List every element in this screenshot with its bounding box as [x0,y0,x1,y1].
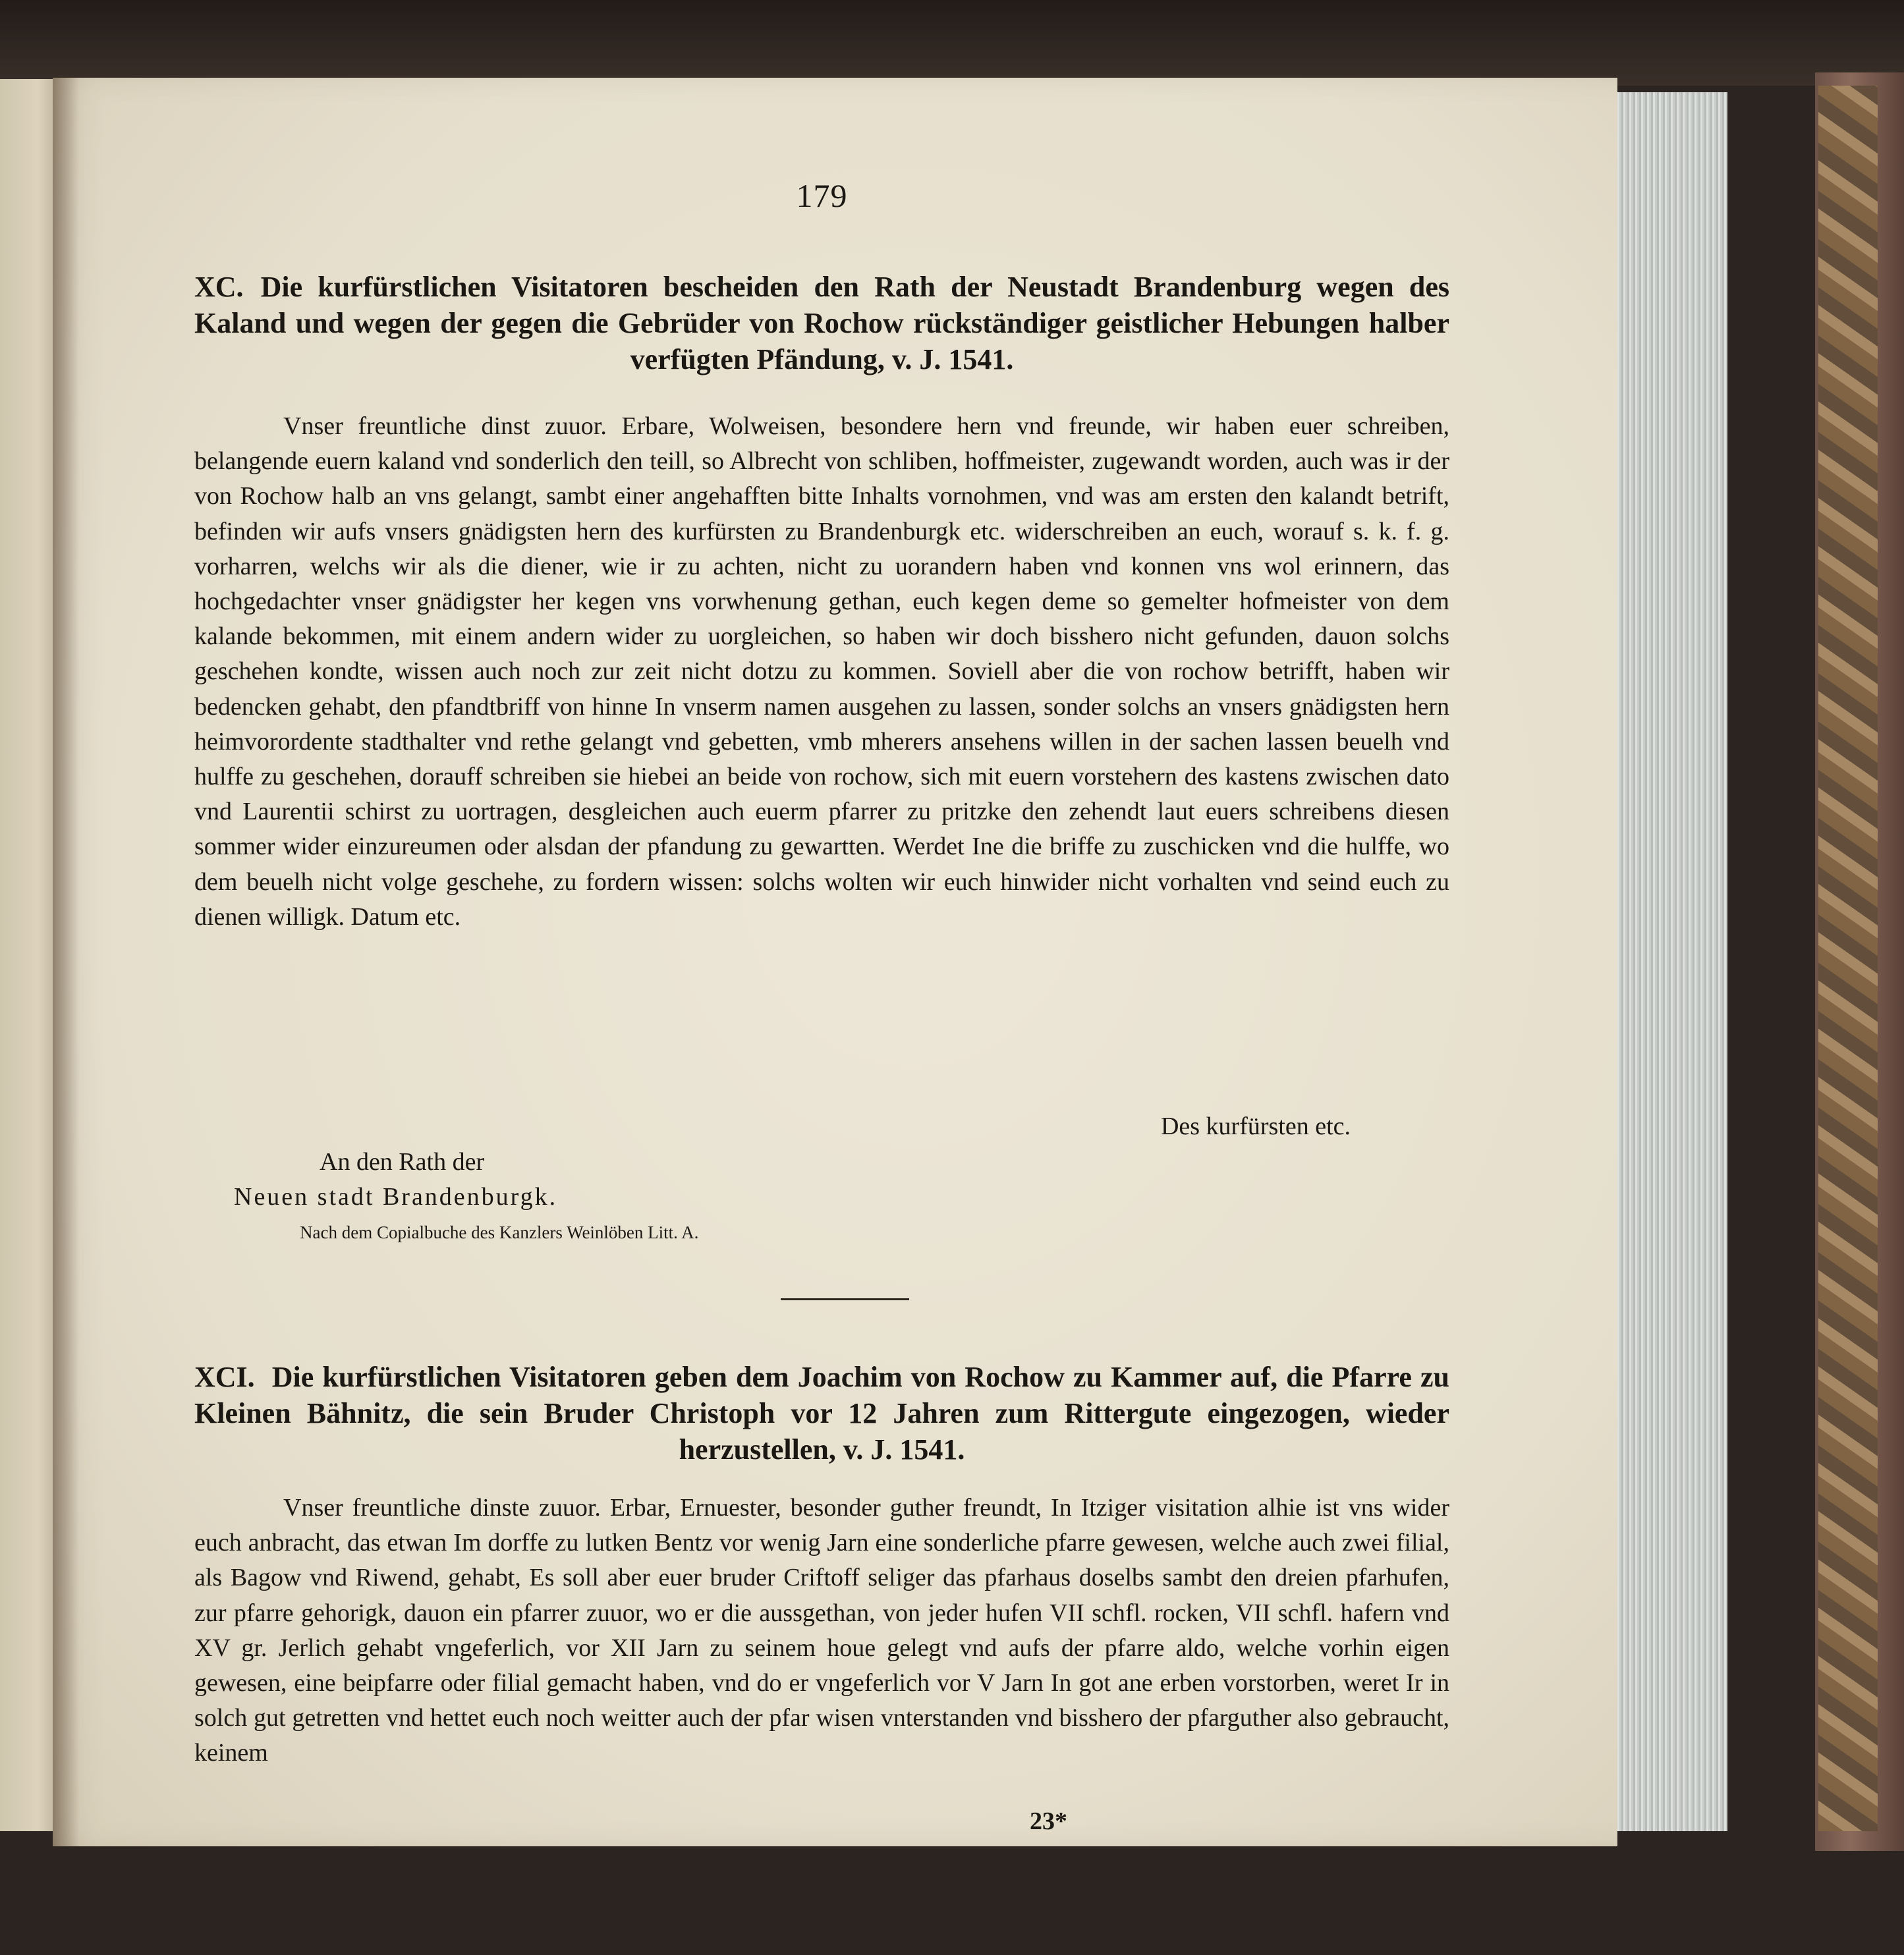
address-line-2: Neuen stadt Brandenburgk. [234,1183,558,1211]
marbled-endpaper [1818,86,1878,1831]
section-divider-rule [781,1298,909,1300]
section-xc-source-note: Nach dem Copialbuche des Kanzlers Weinlöben Litt. A. [300,1223,699,1242]
book-page [53,78,1617,1846]
printer-signature: 23* [1030,1807,1067,1835]
page-gutter-shadow [53,78,79,1846]
page-block-edges [1614,92,1727,1831]
address-line-1: An den Rath der [320,1148,485,1176]
section-xc-body: Vnser freuntliche dinst zuuor. Erbare, Wolweisen, besondere hern vnd freunde, wir haben euer schreiben, belangende euern kaland vnd sonderlich den teill, so Albrecht von schliben, hoffmeister, zugewandt worden, auch was ir der von Rochow halb an vns gelangt, sambt einer angehafften bitte Inhalts vornohmen, vnd was am ersten den kalandt betrift, befinden wir aufs vnsers gnädigsten hern des kurfürsten zu Brandenburgk etc. widerschreiben an euch, worauf s. k. f. g. vorharren, welchs wir als die diener, wie ir zu achten, nicht zu uorandern haben vnd konnen vns wol erinnern, das hochgedachter vnser gnädigster her kegen vns vorwhenung gethan, euch kegen deme so gemelter hofmeister von dem kalande bekommen, mit einem andern wider zu uorgleichen, so haben wir doch bisshero nicht gefunden, dauon solchs geschehen kondte, wissen auch noch zur zeit nicht dotzu zu kommen. Soviell aber die von rochow betrifft, haben wir bedencken gehabt, den pfandtbriff von hinne In vnserm namen ausgehen zu lassen, sonder solchs an vnsers gnädigsten hern heimvorordente stadthalter vnd rethe gelangt vnd gebetten, vmb mherers ansehens willen in der sachen lassen beuelh vnd hulffe zu geschehen, dorauff schreiben sie hiebei an beide von rochow, sich mit euern vorstehern des kastens zwischen dato vnd Laurentii schirst zu uortragen, desgleichen auch euerm pfarrer zu pritzke den zehendt laut euers schreibens diesen sommer wider einzureumen oder alsdan der pfandung zu gewartten. Werdet Ine die briffe zu zuschicken vnd die hulffe, wo dem beuelh nicht volge geschehe, zu fordern wissen: solchs wolten wir euch hinwider nicht vorhalten vnd seind euch zu dienen willigk. Datum etc. [194,412,1449,931]
section-xc-title: Die kurfürstlichen Visitatoren bescheiden den Rath der Neustadt Brandenburg wegen des Kaland und wegen der gegen die Gebrüder von Rochow rückständiger geistlicher Hebungen halber verfügten Pfändung, v. J. 1541. [194,271,1449,375]
section-xci-title: Die kurfürstlichen Visitatoren geben dem Joachim von Rochow zu Kammer auf, die Pfarre zu Kleinen Bähnitz, die sein Bruder Christoph vor 12 Jahren zum Rittergute eingezogen, wieder herzustellen, v. J. 1541. [194,1361,1449,1466]
section-xc-closing: Des kurfürsten etc. [1160,1113,1351,1140]
section-xc-address [194,1145,557,1215]
page-number: 179 [796,177,848,214]
section-xc-heading [194,269,1449,377]
section-xc-numeral: XC. [194,271,244,303]
section-xci-heading [194,1359,1449,1468]
book-cover-top [0,0,1904,86]
section-xci-numeral: XCI. [194,1361,255,1393]
section-xci-body: Vnser freuntliche dinste zuuor. Erbar, Ernuester, besonder guther freundt, In Itziger visitation alhie ist vns wider euch anbracht, das etwan Im dorffe zu lutken Bentz vor wenig Jarn eine sonderliche pfarre gewesen, welche auch zwei filial, als Bagow vnd Riwend, gehabt, Es soll aber euer bruder Criftoff seliger das pfarhaus doselbs sambt den dreien pfarhufen, zur pfarre gehorigk, dauon ein pfarrer zuuor, wo er die aussgethan, von jeder hufen VII schfl. rocken, VII schfl. hafern vnd XV gr. Jerlich gehabt vngeferlich, vor XII Jarn zu seinem houe gelegt vnd aufs der pfarre aldo, welche vorhin eigen gewesen, eine beipfarre oder filial gemacht haben, vnd do er vngeferlich vor V Jarn In got ane erben vorstorben, weret Ir in solch gut getretten vnd hettet euch noch weitter auch der pfar wisen vnterstanden vnd bisshero der pfarguther also gebraucht, keinem [194,1494,1449,1767]
